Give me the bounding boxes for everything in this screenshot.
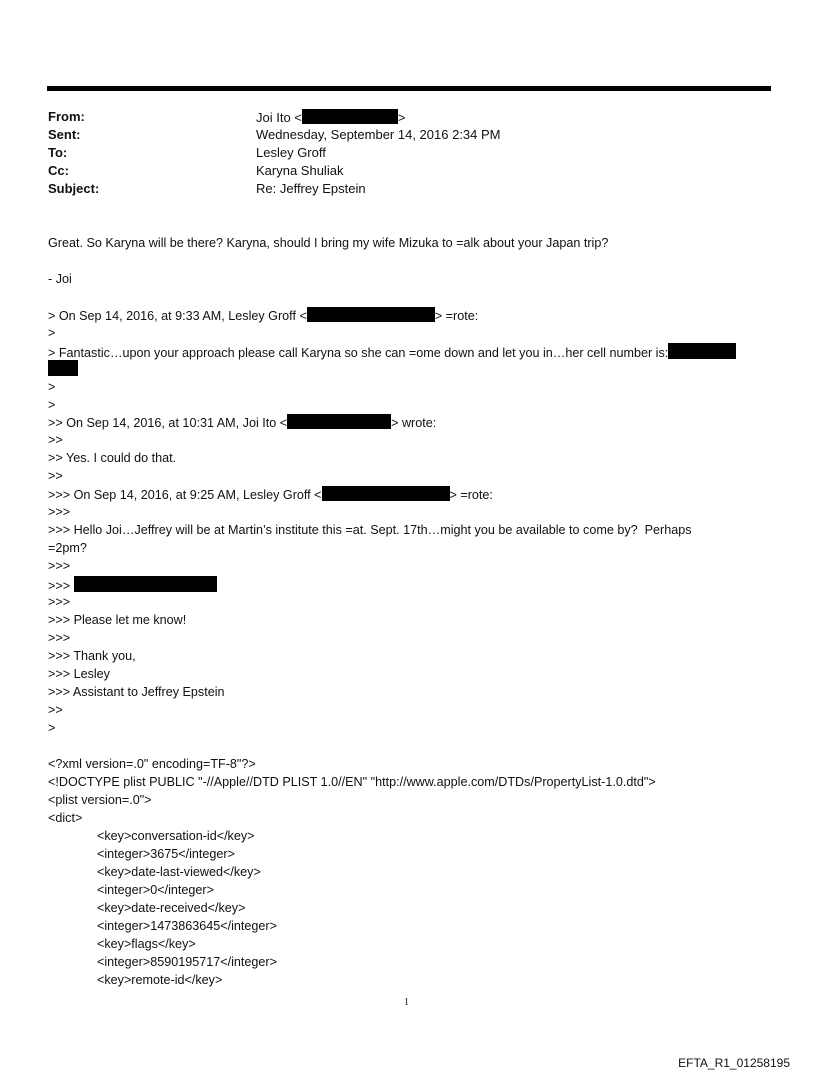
body-line: >> Yes. I could do that. xyxy=(48,451,177,465)
xml-line: <key>date-last-viewed</key> xyxy=(97,865,261,879)
redaction-block xyxy=(307,307,435,322)
body-line: >>> Lesley xyxy=(48,667,110,681)
body-line: >>> Hello Joi…Jeffrey will be at Martin’s institute this =at. Sept. 17th…might you be available to come by? Perhaps xyxy=(48,523,692,537)
cc-value: Karyna Shuliak xyxy=(256,163,344,178)
quote-text: > On Sep 14, 2016, at 9:33 AM, Lesley Groff < xyxy=(48,309,307,323)
body-line xyxy=(48,307,478,325)
xml-line: <integer>3675</integer> xyxy=(97,847,235,861)
xml-line: <?xml version=.0" encoding=TF-8"?> xyxy=(48,757,256,771)
cc-label: Cc: xyxy=(48,163,69,178)
xml-line: <key>remote-id</key> xyxy=(97,973,223,987)
to-label: To: xyxy=(48,145,68,160)
from-label: From: xyxy=(48,109,85,124)
redaction-block xyxy=(668,343,736,359)
body-line: Great. So Karyna will be there? Karyna, should I bring my wife Mizuka to =alk about your Japan trip? xyxy=(48,236,609,250)
body-line: >>> xyxy=(48,631,71,645)
body-line: >> xyxy=(48,433,63,447)
body-line: > xyxy=(48,380,56,394)
xml-line: <integer>8590195717</integer> xyxy=(97,955,277,969)
body-line: > xyxy=(48,398,56,412)
body-line: - Joi xyxy=(48,272,72,286)
from-close: > xyxy=(397,110,406,125)
redaction-block xyxy=(48,360,78,376)
xml-line: <key>flags</key> xyxy=(97,937,196,951)
xml-line: <plist version=.0"> xyxy=(48,793,152,807)
body-line xyxy=(48,576,217,595)
xml-line: <!DOCTYPE plist PUBLIC "-//Apple//DTD PLIST 1.0//EN" "http://www.apple.com/DTDs/PropertyList-1.0.dtd"> xyxy=(48,775,656,789)
body-line: >>> xyxy=(48,559,71,573)
body-line: > xyxy=(48,721,56,735)
xml-line: <integer>0</integer> xyxy=(97,883,214,897)
from-value xyxy=(256,109,405,125)
sent-label: Sent: xyxy=(48,127,81,142)
body-line: >>> Assistant to Jeffrey Epstein xyxy=(48,685,225,699)
body-line xyxy=(48,414,436,432)
body-line: >>> Please let me know! xyxy=(48,613,187,627)
xml-line: <key>conversation-id</key> xyxy=(97,829,255,843)
from-name: Joi Ito < xyxy=(256,110,302,125)
xml-line: <integer>1473863645</integer> xyxy=(97,919,277,933)
quote-text: > =rote: xyxy=(449,488,493,502)
quote-text: > wrote: xyxy=(391,416,437,430)
body-line: > xyxy=(48,326,56,340)
subject-value: Re: Jeffrey Epstein xyxy=(256,181,366,196)
page-number: 1 xyxy=(404,997,409,1008)
body-line xyxy=(48,486,493,504)
redaction-block xyxy=(287,414,391,429)
body-line: >>> xyxy=(48,595,71,609)
quote-text: > =rote: xyxy=(434,309,479,323)
body-line: >> xyxy=(48,703,63,717)
to-value: Lesley Groff xyxy=(256,145,326,160)
body-line xyxy=(48,343,736,362)
body-line: =2pm? xyxy=(48,541,87,555)
quote-text: >>> On Sep 14, 2016, at 9:25 AM, Lesley Groff < xyxy=(48,488,322,502)
body-line: >>> xyxy=(48,505,71,519)
bates-number: EFTA_R1_01258195 xyxy=(678,1056,790,1070)
sent-value: Wednesday, September 14, 2016 2:34 PM xyxy=(256,127,501,142)
quote-text: > Fantastic…upon your approach please call Karyna so she can =ome down and let you in…her cell number is: xyxy=(48,346,669,360)
xml-line: <dict> xyxy=(48,811,83,825)
xml-line: <key>date-received</key> xyxy=(97,901,246,915)
quote-text: >> On Sep 14, 2016, at 10:31 AM, Joi Ito < xyxy=(48,416,288,430)
quote-text: >>> xyxy=(48,579,74,593)
body-line: >> xyxy=(48,469,63,483)
body-line: >>> Thank you, xyxy=(48,649,136,663)
redaction-block xyxy=(302,109,398,124)
redaction-block xyxy=(322,486,450,501)
redaction-block xyxy=(74,576,217,592)
subject-label: Subject: xyxy=(48,181,100,196)
header-rule xyxy=(47,86,771,91)
